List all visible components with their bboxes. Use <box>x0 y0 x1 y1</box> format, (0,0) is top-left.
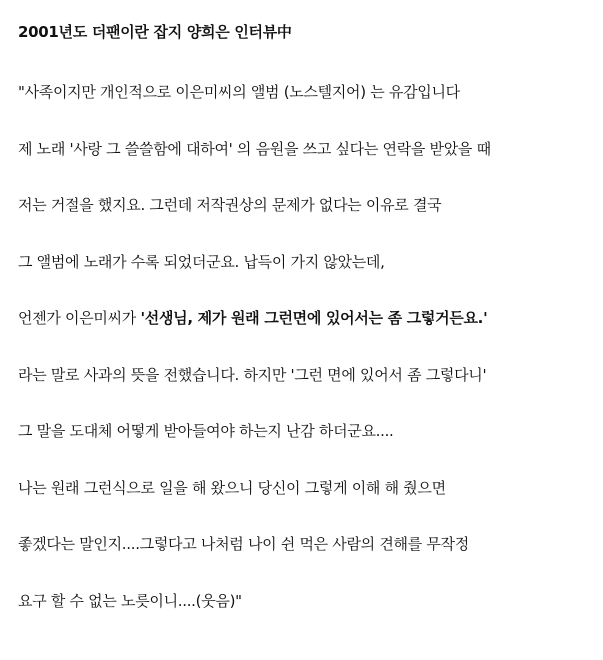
paragraph-line-2: 제 노래 '사랑 그 쓸쓸함에 대하여' 의 음원을 쓰고 싶다는 연락을 받았을 때 <box>18 139 491 158</box>
paragraph-line-3: 저는 거절을 했지요. 그런데 저작권상의 문제가 없다는 이유로 결국 <box>18 196 442 214</box>
paragraph-line-10: 요구 할 수 없는 노릇이니....(웃음)" <box>18 591 242 610</box>
article <box>18 22 598 647</box>
paragraph-line-6: 라는 말로 사과의 뜻을 전했습니다. 하지만 '그런 면에 있어서 좀 그렇다니' <box>18 365 487 384</box>
paragraph-line-quote <box>18 308 598 328</box>
quote-prefix: 언젠가 이은미씨가 <box>18 309 141 327</box>
paragraph-line-4: 그 앨범에 노래가 수록 되었더군요. 납득이 가지 않았는데, <box>18 252 385 271</box>
paragraph-line-9: 좋겠다는 말인지....그렇다고 나처럼 나이 쉰 먹은 사람의 견해를 무작정 <box>18 535 469 553</box>
quote-bold-text: '선생님, 제가 원래 그런면에 있어서는 좀 그렇거든요.' <box>140 309 488 327</box>
paragraph-line-7: 그 말을 도대체 어떻게 받아들여야 하는지 난감 하더군요.... <box>18 422 394 440</box>
article-headline: 2001년도 더팬이란 잡지 양희은 인터뷰中 <box>18 23 292 41</box>
paragraph-line-8: 나는 원래 그런식으로 일을 해 왔으니 당신이 그렇게 이해 해 줬으면 <box>18 478 446 497</box>
paragraph-line-1: "사족이지만 개인적으로 이은미씨의 앨범 (노스텔지어) 는 유감입니다 <box>18 83 460 101</box>
